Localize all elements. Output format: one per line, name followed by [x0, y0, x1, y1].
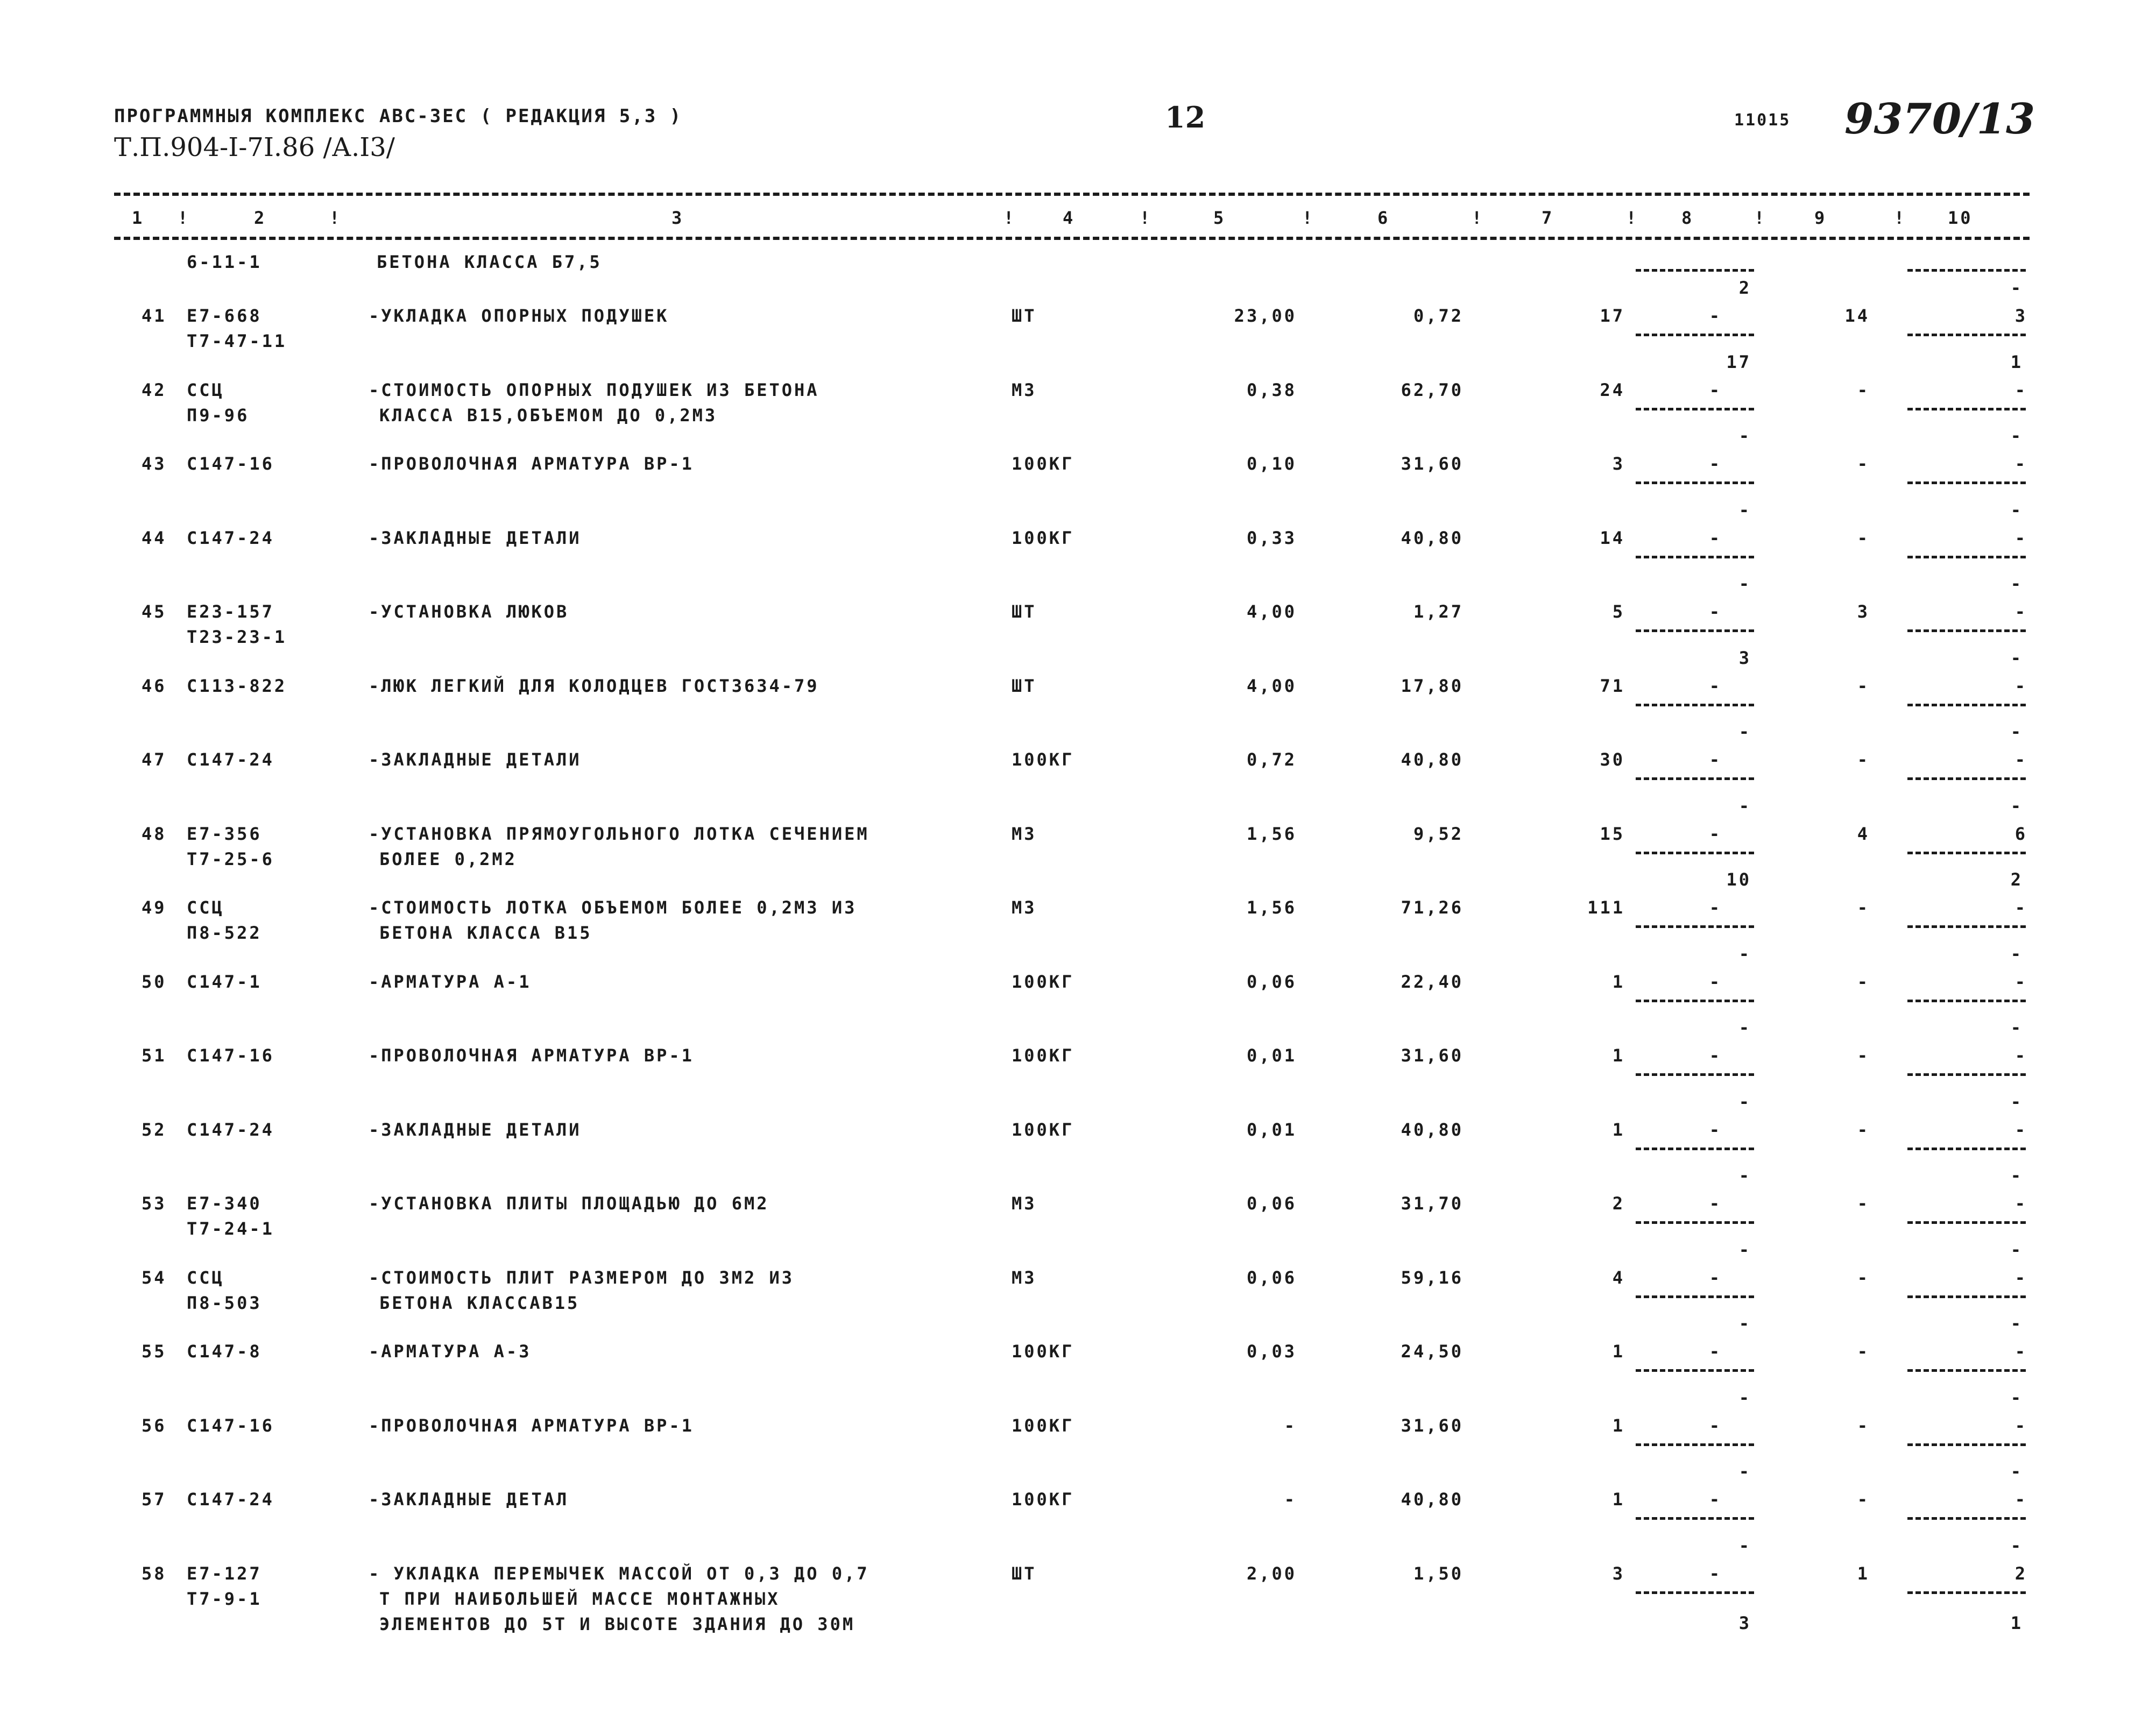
row-number: 46 — [142, 676, 167, 696]
row-unit: 100КГ — [1012, 454, 1075, 474]
row-col10: - — [2014, 1489, 2027, 1510]
col8-subtotal-rule — [1636, 1148, 1754, 1150]
row-col8-upper: - — [1738, 1240, 1751, 1260]
col8-subtotal-rule — [1636, 704, 1754, 706]
row-unit-cost: 1,27 — [1413, 601, 1464, 622]
row-col10-upper: - — [2010, 796, 2023, 816]
col-header-3: 3 — [671, 208, 684, 228]
col8-subtotal-rule — [1636, 1295, 1754, 1298]
row-description: -УСТАНОВКА ЛЮКОВ — [369, 601, 569, 622]
row-unit-cost: 40,80 — [1401, 528, 1464, 548]
row-col10-upper: - — [2010, 1313, 2023, 1334]
col10-subtotal-rule — [1907, 852, 2026, 854]
row-col8: - — [1709, 528, 1722, 548]
row-unit-cost: 40,80 — [1401, 1489, 1464, 1510]
col10-subtotal-rule — [1907, 269, 2026, 272]
row-col10: - — [2014, 1045, 2027, 1066]
col-header-6: 6 — [1377, 208, 1390, 228]
row-col8-upper: - — [1738, 500, 1751, 520]
row-col10-upper: - — [2010, 426, 2023, 446]
row-col10: - — [2014, 528, 2027, 548]
row-col8-upper: - — [1738, 1092, 1751, 1112]
row-col8: - — [1709, 1415, 1722, 1436]
row-col10-upper: - — [2010, 1092, 2023, 1112]
row-col10-upper: 1 — [2010, 352, 2023, 372]
col10-subtotal-rule — [1907, 1517, 2026, 1520]
col-separator: ! — [1754, 208, 1765, 228]
col-header-8: 8 — [1681, 208, 1694, 228]
row-quantity: 0,38 — [1246, 380, 1297, 400]
row-unit-cost: 59,16 — [1401, 1267, 1464, 1288]
row-unit-cost: 22,40 — [1401, 972, 1464, 992]
row-unit: 100КГ — [1012, 1045, 1075, 1066]
row-col10: - — [2014, 1193, 2027, 1214]
row-col10: - — [2014, 1415, 2027, 1436]
row-unit-cost: 31,60 — [1401, 1415, 1464, 1436]
row-quantity: 1,56 — [1246, 824, 1297, 844]
row-unit-cost: 40,80 — [1401, 749, 1464, 770]
row-code: Е23-157 — [187, 601, 274, 622]
row-code: ССЦ — [187, 380, 224, 400]
col8-subtotal-rule — [1636, 334, 1754, 336]
row-subcode: Т7-9-1 — [187, 1589, 262, 1609]
col8-subtotal-rule — [1636, 408, 1754, 410]
row-col10: - — [2014, 676, 2027, 696]
row-subcode: Т7-47-11 — [187, 331, 287, 351]
row-total-cost: 1 — [1612, 1489, 1625, 1510]
row-unit: М3 — [1012, 1267, 1037, 1288]
row-col8-upper: - — [1738, 1461, 1751, 1482]
row-total-cost: 17 — [1600, 306, 1625, 326]
row-number: 47 — [142, 749, 167, 770]
col-header-4: 4 — [1063, 208, 1076, 228]
row-number: 43 — [142, 454, 167, 474]
row-description-cont: ЭЛЕМЕНТОВ ДО 5Т И ВЫСОТЕ ЗДАНИЯ ДО 30М — [379, 1614, 856, 1634]
col8-subtotal-rule — [1636, 629, 1754, 632]
col8-subtotal-rule — [1636, 1517, 1754, 1520]
row-col10-upper: 2 — [2010, 869, 2023, 890]
row-unit: М3 — [1012, 824, 1037, 844]
project-number: Т.П.904-I-7I.86 /А.I3/ — [114, 132, 395, 162]
row-unit-cost: 9,52 — [1413, 824, 1464, 844]
row-col9: - — [1857, 1415, 1870, 1436]
row-quantity: 2,00 — [1246, 1563, 1297, 1584]
row-col9: - — [1857, 454, 1870, 474]
row-col8-lower: 3 — [1738, 1613, 1751, 1633]
row-unit-cost: 62,70 — [1401, 380, 1464, 400]
row-code: С147-16 — [187, 1045, 274, 1066]
col-separator: ! — [329, 208, 340, 228]
row-col10: - — [2014, 380, 2027, 400]
row-description: -ЗАКЛАДНЫЕ ДЕТАЛ — [369, 1489, 569, 1510]
row-col9: - — [1857, 1267, 1870, 1288]
row-col10: 3 — [2014, 306, 2027, 326]
row-description-cont: БЕТОНА КЛАССАВ15 — [379, 1293, 580, 1313]
row-col8: - — [1709, 601, 1722, 622]
row-total-cost: 4 — [1612, 1267, 1625, 1288]
col8-subtotal-rule — [1636, 777, 1754, 780]
col10-subtotal-rule — [1907, 925, 2026, 928]
row-col8: - — [1709, 306, 1722, 326]
program-title: ПРОГРАММНЫЯ КОМПЛЕКС АВС-ЗЕС ( РЕДАКЦИЯ 5,3 ) — [114, 105, 683, 127]
row-subcode: П9-96 — [187, 405, 250, 426]
row-description: -УСТАНОВКА ПРЯМОУГОЛЬНОГО ЛОТКА СЕЧЕНИЕМ — [369, 824, 870, 844]
row-col8-upper: - — [1738, 426, 1751, 446]
row-unit-cost: 40,80 — [1401, 1120, 1464, 1140]
row-col10-upper: - — [2010, 1165, 2023, 1186]
row-total-cost: 3 — [1612, 1563, 1625, 1584]
row-number: 56 — [142, 1415, 167, 1436]
row-number: 49 — [142, 897, 167, 918]
row-col10-upper: - — [2010, 1535, 2023, 1556]
row-total-cost: 2 — [1612, 1193, 1625, 1214]
row-col9: - — [1857, 1193, 1870, 1214]
row-subcode: Т7-25-6 — [187, 849, 274, 869]
row-number: 48 — [142, 824, 167, 844]
row-quantity: 0,06 — [1246, 972, 1297, 992]
row-code: С147-24 — [187, 1489, 274, 1510]
col8-subtotal-rule — [1636, 852, 1754, 854]
row-description: -ПРОВОЛОЧНАЯ АРМАТУРА ВР-1 — [369, 1415, 694, 1436]
row-col10: 2 — [2014, 1563, 2027, 1584]
row-unit: ШТ — [1012, 306, 1037, 326]
row-unit: 100КГ — [1012, 1120, 1075, 1140]
row-description-cont: КЛАССА В15,ОБЪЕМОМ ДО 0,2М3 — [379, 405, 718, 426]
col10-subtotal-rule — [1907, 408, 2026, 410]
row-col9: 3 — [1857, 601, 1870, 622]
row-col8: - — [1709, 824, 1722, 844]
row-description: -АРМАТУРА А-3 — [369, 1341, 532, 1362]
row-code: Е7-340 — [187, 1193, 262, 1214]
row-col8: - — [1709, 1193, 1722, 1214]
row-number: 51 — [142, 1045, 167, 1066]
row-number: 44 — [142, 528, 167, 548]
row-col10: 6 — [2014, 824, 2027, 844]
row-col9: 4 — [1857, 824, 1870, 844]
row-col8: - — [1709, 1045, 1722, 1066]
row-col9: - — [1857, 676, 1870, 696]
row-total-cost: 1 — [1612, 1045, 1625, 1066]
row-unit: ШТ — [1012, 601, 1037, 622]
row-code: С147-24 — [187, 528, 274, 548]
row-quantity: - — [1284, 1415, 1297, 1436]
col-header-1: 1 — [132, 208, 145, 228]
row-description-cont: БЕТОНА КЛАССА В15 — [379, 923, 592, 943]
row-col10: - — [2014, 972, 2027, 992]
row-col8: - — [1709, 454, 1722, 474]
col10-subtotal-rule — [1907, 1443, 2026, 1446]
row-col10-upper: - — [2010, 1240, 2023, 1260]
row-description-cont: БОЛЕЕ 0,2М2 — [379, 849, 517, 869]
row-description: -УСТАНОВКА ПЛИТЫ ПЛОЩАДЬЮ ДО 6М2 — [369, 1193, 769, 1214]
row-unit: ШТ — [1012, 1563, 1037, 1584]
row-number: 45 — [142, 601, 167, 622]
col8-subtotal-rule — [1636, 1369, 1754, 1372]
col8-subtotal-rule — [1636, 1000, 1754, 1002]
row-unit-cost: 1,50 — [1413, 1563, 1464, 1584]
row-unit: ШТ — [1012, 676, 1037, 696]
row-number: 41 — [142, 306, 167, 326]
row-col10-lower: 1 — [2010, 1613, 2023, 1633]
row-unit-cost: 0,72 — [1413, 306, 1464, 326]
row-quantity: 1,56 — [1246, 897, 1297, 918]
col8-subtotal-rule — [1636, 556, 1754, 558]
col8-subtotal-rule — [1636, 481, 1754, 484]
row-quantity: 0,01 — [1246, 1120, 1297, 1140]
col10-subtotal-rule — [1907, 556, 2026, 558]
row-total-cost: 14 — [1600, 528, 1625, 548]
row-col8-upper: 3 — [1738, 648, 1751, 668]
row-col9: - — [1857, 1045, 1870, 1066]
row-col8: - — [1709, 676, 1722, 696]
row-subcode: П8-503 — [187, 1293, 262, 1313]
row-col10: - — [2014, 1341, 2027, 1362]
row-col8: - — [1709, 897, 1722, 918]
col-separator: ! — [1140, 208, 1150, 228]
row-subcode: Т7-24-1 — [187, 1219, 274, 1239]
row-col10: - — [2014, 454, 2027, 474]
row-number: 55 — [142, 1341, 167, 1362]
col10-subtotal-rule — [1907, 1073, 2026, 1076]
col-separator: ! — [1003, 208, 1014, 228]
row-col9: - — [1857, 1341, 1870, 1362]
row-number: 54 — [142, 1267, 167, 1288]
col-separator: ! — [1472, 208, 1482, 228]
row-col9: - — [1857, 528, 1870, 548]
col10-subtotal-rule — [1907, 481, 2026, 484]
col-header-7: 7 — [1542, 208, 1554, 228]
continuation-name: БЕТОНА КЛАССА Б7,5 — [377, 252, 602, 272]
row-total-cost: 1 — [1612, 1120, 1625, 1140]
col10-subtotal-rule — [1907, 1148, 2026, 1150]
row-description: -ЛЮК ЛЕГКИЙ ДЛЯ КОЛОДЦЕВ ГОСТ3634-79 — [369, 676, 819, 696]
row-subcode: П8-522 — [187, 923, 262, 943]
row-col9: - — [1857, 749, 1870, 770]
row-quantity: 0,72 — [1246, 749, 1297, 770]
row-description: - УКЛАДКА ПЕРЕМЫЧЕК МАССОЙ ОТ 0,3 ДО 0,7 — [369, 1563, 870, 1584]
row-col8: - — [1709, 1341, 1722, 1362]
row-col10-upper: - — [2010, 1461, 2023, 1482]
col-separator: ! — [1626, 208, 1637, 228]
row-col8-upper: - — [1738, 1313, 1751, 1334]
row-description: -ЗАКЛАДНЫЕ ДЕТАЛИ — [369, 749, 582, 770]
row-description-cont: Т ПРИ НАИБОЛЬШЕЙ МАССЕ МОНТАЖНЫХ — [379, 1589, 780, 1609]
col10-subtotal-rule — [1907, 1221, 2026, 1224]
row-code: С147-1 — [187, 972, 262, 992]
handwritten-stamp: 9370/13 — [1844, 95, 2035, 144]
row-total-cost: 5 — [1612, 601, 1625, 622]
col10-subtotal-rule — [1907, 1369, 2026, 1372]
row-col8-upper: - — [1738, 796, 1751, 816]
row-unit: 100КГ — [1012, 749, 1075, 770]
row-total-cost: 15 — [1600, 824, 1625, 844]
col-separator: ! — [1894, 208, 1905, 228]
row-col8: - — [1709, 1489, 1722, 1510]
row-number: 57 — [142, 1489, 167, 1510]
row-col10: - — [2014, 749, 2027, 770]
col-header-2: 2 — [254, 208, 267, 228]
row-description: -ЗАКЛАДНЫЕ ДЕТАЛИ — [369, 528, 582, 548]
col10-subtotal-rule — [1907, 334, 2026, 336]
row-number: 53 — [142, 1193, 167, 1214]
row-number: 50 — [142, 972, 167, 992]
row-col8-upper: - — [1738, 721, 1751, 742]
row-col9: - — [1857, 380, 1870, 400]
row-code: ССЦ — [187, 1267, 224, 1288]
row-col10-upper: - — [2010, 721, 2023, 742]
row-unit: 100КГ — [1012, 528, 1075, 548]
row-col10: - — [2014, 1120, 2027, 1140]
row-col9: - — [1857, 1120, 1870, 1140]
row-number: 58 — [142, 1563, 167, 1584]
row-quantity: 4,00 — [1246, 601, 1297, 622]
col-header-10: 10 — [1948, 208, 1973, 228]
row-col10-upper: - — [2010, 1017, 2023, 1038]
col-header-5: 5 — [1213, 208, 1226, 228]
row-col9: 14 — [1844, 306, 1870, 326]
row-unit: 100КГ — [1012, 1415, 1075, 1436]
row-unit: 100КГ — [1012, 972, 1075, 992]
row-unit: М3 — [1012, 897, 1037, 918]
row-quantity: 0,33 — [1246, 528, 1297, 548]
col10-subtotal-rule — [1907, 777, 2026, 780]
row-col9: - — [1857, 1489, 1870, 1510]
row-number: 52 — [142, 1120, 167, 1140]
continuation-code: 6-11-1 — [187, 252, 262, 272]
col8-subtotal-rule — [1636, 1221, 1754, 1224]
row-col10: - — [2014, 601, 2027, 622]
row-subcode: Т23-23-1 — [187, 627, 287, 647]
header-bottom-rule — [114, 237, 2030, 240]
row-col10: - — [2014, 897, 2027, 918]
row-total-cost: 30 — [1600, 749, 1625, 770]
row-col9: 1 — [1857, 1563, 1870, 1584]
row-unit-cost: 71,26 — [1401, 897, 1464, 918]
row-col10-upper: - — [2010, 573, 2023, 594]
row-unit-cost: 31,60 — [1401, 454, 1464, 474]
row-unit: 100КГ — [1012, 1489, 1075, 1510]
row-col8: - — [1709, 1267, 1722, 1288]
row-description: -СТОИМОСТЬ ОПОРНЫХ ПОДУШЕК ИЗ БЕТОНА — [369, 380, 819, 400]
row-description: -СТОИМОСТЬ ЛОТКА ОБЪЕМОМ БОЛЕЕ 0,2М3 ИЗ — [369, 897, 857, 918]
col8-subtotal-rule — [1636, 925, 1754, 928]
row-col10-upper: - — [2010, 944, 2023, 964]
row-unit: М3 — [1012, 1193, 1037, 1214]
row-col8-upper: 17 — [1726, 352, 1751, 372]
col8-subtotal-rule — [1636, 269, 1754, 272]
row-total-cost: 24 — [1600, 380, 1625, 400]
row-col8-upper: 10 — [1726, 869, 1751, 890]
row-col10-upper: - — [2010, 648, 2023, 668]
row-col9: - — [1857, 972, 1870, 992]
row-col10: - — [2014, 1267, 2027, 1288]
row-col8: - — [1709, 1563, 1722, 1584]
row-unit-cost: 24,50 — [1401, 1341, 1464, 1362]
row-col8-upper: - — [1738, 1535, 1751, 1556]
col-separator: ! — [1302, 208, 1313, 228]
col10-subtotal-rule — [1907, 1591, 2026, 1594]
col10-subtotal-rule — [1907, 629, 2026, 632]
row-col8: - — [1709, 749, 1722, 770]
row-number: 42 — [142, 380, 167, 400]
row-code: С147-16 — [187, 454, 274, 474]
row-total-cost: 1 — [1612, 972, 1625, 992]
row-unit-cost: 31,60 — [1401, 1045, 1464, 1066]
row-total-cost: 1 — [1612, 1415, 1625, 1436]
row-code: С147-8 — [187, 1341, 262, 1362]
row-col8: - — [1709, 1120, 1722, 1140]
row-col8-upper: - — [1738, 573, 1751, 594]
row-total-cost: 71 — [1600, 676, 1625, 696]
row-code: ССЦ — [187, 897, 224, 918]
row-quantity: 0,10 — [1246, 454, 1297, 474]
document-number: 11015 — [1734, 111, 1791, 130]
row-col8-upper: 2 — [1738, 278, 1751, 298]
row-description: -ПРОВОЛОЧНАЯ АРМАТУРА ВР-1 — [369, 1045, 694, 1066]
row-code: С113-822 — [187, 676, 287, 696]
page-number: 12 — [1165, 100, 1206, 134]
row-unit-cost: 31,70 — [1401, 1193, 1464, 1214]
row-quantity: 4,00 — [1246, 676, 1297, 696]
row-col10-upper: - — [2010, 278, 2023, 298]
row-code: С147-24 — [187, 749, 274, 770]
row-unit-cost: 17,80 — [1401, 676, 1464, 696]
row-col10-upper: - — [2010, 1387, 2023, 1408]
row-col8-upper: - — [1738, 1165, 1751, 1186]
row-description: -ПРОВОЛОЧНАЯ АРМАТУРА ВР-1 — [369, 454, 694, 474]
row-code: Е7-668 — [187, 306, 262, 326]
row-col8-upper: - — [1738, 1387, 1751, 1408]
row-col8-upper: - — [1738, 1017, 1751, 1038]
row-quantity: 23,00 — [1234, 306, 1297, 326]
row-quantity: 0,06 — [1246, 1267, 1297, 1288]
row-description: -АРМАТУРА А-1 — [369, 972, 532, 992]
col10-subtotal-rule — [1907, 1000, 2026, 1002]
row-description: -ЗАКЛАДНЫЕ ДЕТАЛИ — [369, 1120, 582, 1140]
col10-subtotal-rule — [1907, 1295, 2026, 1298]
row-code: Е7-127 — [187, 1563, 262, 1584]
row-col8: - — [1709, 972, 1722, 992]
row-code: Е7-356 — [187, 824, 262, 844]
row-quantity: 0,03 — [1246, 1341, 1297, 1362]
col-header-9: 9 — [1814, 208, 1827, 228]
row-description: -УКЛАДКА ОПОРНЫХ ПОДУШЕК — [369, 306, 669, 326]
row-quantity: - — [1284, 1489, 1297, 1510]
row-quantity: 0,01 — [1246, 1045, 1297, 1066]
row-total-cost: 3 — [1612, 454, 1625, 474]
row-col10-upper: - — [2010, 500, 2023, 520]
col-separator: ! — [178, 208, 188, 228]
row-col8-upper: - — [1738, 944, 1751, 964]
row-total-cost: 1 — [1612, 1341, 1625, 1362]
row-unit: М3 — [1012, 380, 1037, 400]
row-description: -СТОИМОСТЬ ПЛИТ РАЗМЕРОМ ДО 3М2 ИЗ — [369, 1267, 795, 1288]
row-total-cost: 111 — [1587, 897, 1625, 918]
col8-subtotal-rule — [1636, 1443, 1754, 1446]
row-col9: - — [1857, 897, 1870, 918]
row-code: С147-16 — [187, 1415, 274, 1436]
col8-subtotal-rule — [1636, 1073, 1754, 1076]
col10-subtotal-rule — [1907, 704, 2026, 706]
row-col8: - — [1709, 380, 1722, 400]
row-unit: 100КГ — [1012, 1341, 1075, 1362]
row-code: С147-24 — [187, 1120, 274, 1140]
col8-subtotal-rule — [1636, 1591, 1754, 1594]
row-quantity: 0,06 — [1246, 1193, 1297, 1214]
table-top-rule — [114, 193, 2030, 196]
